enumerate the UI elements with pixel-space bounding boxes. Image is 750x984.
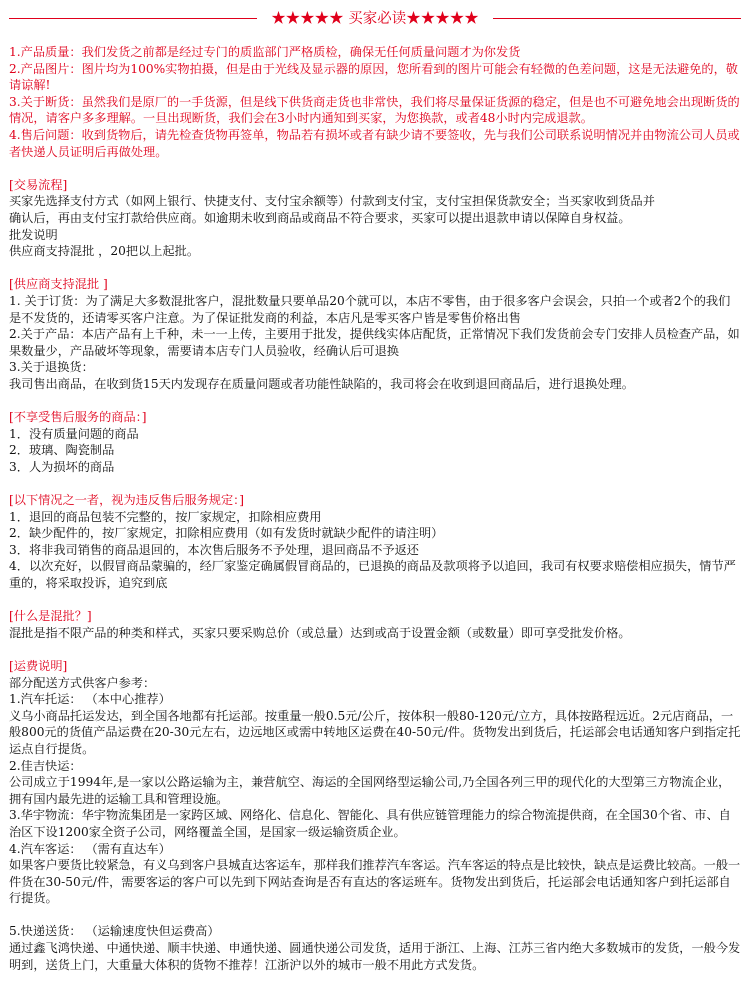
header-divider-right xyxy=(493,18,741,19)
paragraph: 义乌小商品托运发达，到全国各地都有托运部。按重量一般0.5元/公斤，按体积一般80-120元/立方，具体按路程远近。2元店商品，一般800元的货值产品运费在20-30元左右，边远地区或需中转地区运费在40-50元/件。货物发出到货后，托运部会电话通知客户到指定托运点自行提货。 xyxy=(9,708,741,756)
violation-section xyxy=(9,492,741,592)
notice-item: 2.产品图片：图片均为100%实物拍摄，但是由于光线及显示器的原因，您所看到的图片可能会有轻微的色差问题，这是无法避免的，敬请谅解! xyxy=(9,61,738,93)
paragraph: 买家先选择支付方式（如网上银行、快捷支付、支付宝余额等）付款到支付宝，支付宝担保货款安全；当买家收到货品并 xyxy=(9,194,655,209)
notice-item: 4.售后问题：收到货物后，请先检查货物再签单，物品若有损坏或者有缺少请不要签收，先与我们公司联系说明情况并由物流公司人员或者快递人员证明后再做处理。 xyxy=(9,127,740,159)
paragraph: 2.佳吉快运： xyxy=(9,758,82,773)
section-title: [以下情况之一者，视为违反售后服务规定：] xyxy=(9,493,244,508)
section-title: [交易流程] xyxy=(9,177,68,192)
paragraph: 我司售出商品，在收到货15天内发现存在质量问题或者功能性缺陷的，我司将会在收到退回商品后，进行退换处理。 xyxy=(9,376,634,391)
paragraph: 公司成立于1994年,是一家以公路运输为主，兼营航空、海运的全国网络型运输公司,乃全国各列三甲的现代化的大型第三方物流企业，拥有国内最先进的运输工具和管理设施。 xyxy=(9,775,731,806)
paragraph: 1. 关于订货：为了满足大多数混批客户，混批数量只要单品20个就可以，本店不零售，由于很多客户会误会，只拍一个或者2个的我们是不发货的，还请零买客户注意。为了保证批发商的利益，本店凡是零买客户皆是零售价格出售 xyxy=(9,293,731,325)
mixed-batch-definition-section xyxy=(9,608,741,641)
no-service-section xyxy=(9,409,741,475)
paragraph: 部分配送方式供客户参考： xyxy=(9,675,156,690)
list-item: 2．玻璃、陶瓷制品 xyxy=(9,443,115,458)
paragraph: 3.关于退换货： xyxy=(9,360,94,375)
list-item: 4．以次充好，以假冒商品蒙骗的，经厂家鉴定确属假冒商品的，已退换的商品及款项将予以追回，我司有权要求赔偿相应损失，情节严重的，将采取投诉，追究到底 xyxy=(9,559,736,590)
paragraph: 3.华宇物流：华宇物流集团是一家跨区域、网络化、信息化、智能化、具有供应链管理能力的综合物流提供商，在全国30个省、市、自治区下设1200家全资子公司，网络覆盖全国，是国家一级运输资质企业。 xyxy=(9,808,731,839)
trade-process-section xyxy=(9,177,741,260)
paragraph: 4.汽车客运： （需有直达车） xyxy=(9,841,171,856)
notice-block xyxy=(9,44,741,160)
paragraph: 混批是指不限产品的种类和样式，买家只要采购总价（或总量）达到或高于设置金额（或数量）即可享受批发价格。 xyxy=(9,625,631,640)
list-item: 3．人为损坏的商品 xyxy=(9,459,115,474)
section-title: [不享受售后服务的商品：] xyxy=(9,410,147,425)
paragraph: 5.快递送货： （运输速度快但运费高） xyxy=(9,924,220,939)
paragraph: 2.关于产品：本店产品有上千种，未一一上传，主要用于批发，提供线实体店配货，正常情况下我们发货前会专门安排人员检查产品，如果数量少，产品破坏等现象，需要请本店专门人员验收，经确认后可退换 xyxy=(9,327,740,358)
shipping-section xyxy=(9,658,741,973)
paragraph: 批发说明 xyxy=(9,227,58,242)
paragraph: 确认后，再由支付宝打款给供应商。如逾期未收到商品或商品不符合要求，买家可以提出退款申请以保障自身权益。 xyxy=(9,210,631,225)
list-item: 1．退回的商品包装不完整的，按厂家规定，扣除相应费用 xyxy=(9,509,322,524)
paragraph: 通过鑫飞鸿快递、中通快递、顺丰快递、申通快递、圆通快递公司发货，适用于浙江、上海、江苏三省内绝大多数城市的发货，一般今发明到，送货上门，大重量大体积的货物不推荐！江浙沪以外的城市一般不用此方式发货。 xyxy=(9,941,741,972)
paragraph: 如果客户要货比较紧急，有义乌到客户县城直达客运车，那样我们推荐汽车客运。汽车客运的特点是比较快，缺点是运费比较高。一般一件货在30-50元/件，需要客运的客户可以先到下网站查询是否有直达的客运班车。货物发出到货后，托运部会电话通知客户到托运部自行提货。 xyxy=(9,858,741,906)
supplier-mixed-batch-section xyxy=(9,276,741,392)
list-item: 1．没有质量问题的商品 xyxy=(9,426,139,441)
paragraph: 1.汽车托运： （本中心推荐） xyxy=(9,692,171,707)
list-item: 2．缺少配件的，按厂家规定，扣除相应费用（如有发货时就缺少配件的请注明） xyxy=(9,526,444,541)
notice-item: 3.关于断货：虽然我们是原厂的一手货源，但是线下供货商走货也非常快，我们将尽量保证货源的稳定，但是也不可避免地会出现断货的情况，请客户多多理解。一旦出现断货，我们会在3小时内通知到买家，为您换款，或者48小时内完成退款。 xyxy=(9,94,740,126)
section-title: [供应商支持混批 ] xyxy=(9,277,108,292)
list-item: 3．将非我司销售的商品退回的，本次售后服务不予处理，退回商品不予返还 xyxy=(9,542,419,557)
notice-item: 1.产品质量：我们发货之前都是经过专门的质监部门严格质检，确保无任何质量问题才为你发货 xyxy=(9,45,521,59)
page-title: ★★★★★ 买家必读★★★★★ xyxy=(271,11,479,27)
header-divider-left xyxy=(9,18,257,19)
section-title: [什么是混批？] xyxy=(9,609,92,624)
section-title: [运费说明] xyxy=(9,658,68,673)
header xyxy=(9,6,741,32)
paragraph: 供应商支持混批 ，20把以上起批。 xyxy=(9,244,200,259)
